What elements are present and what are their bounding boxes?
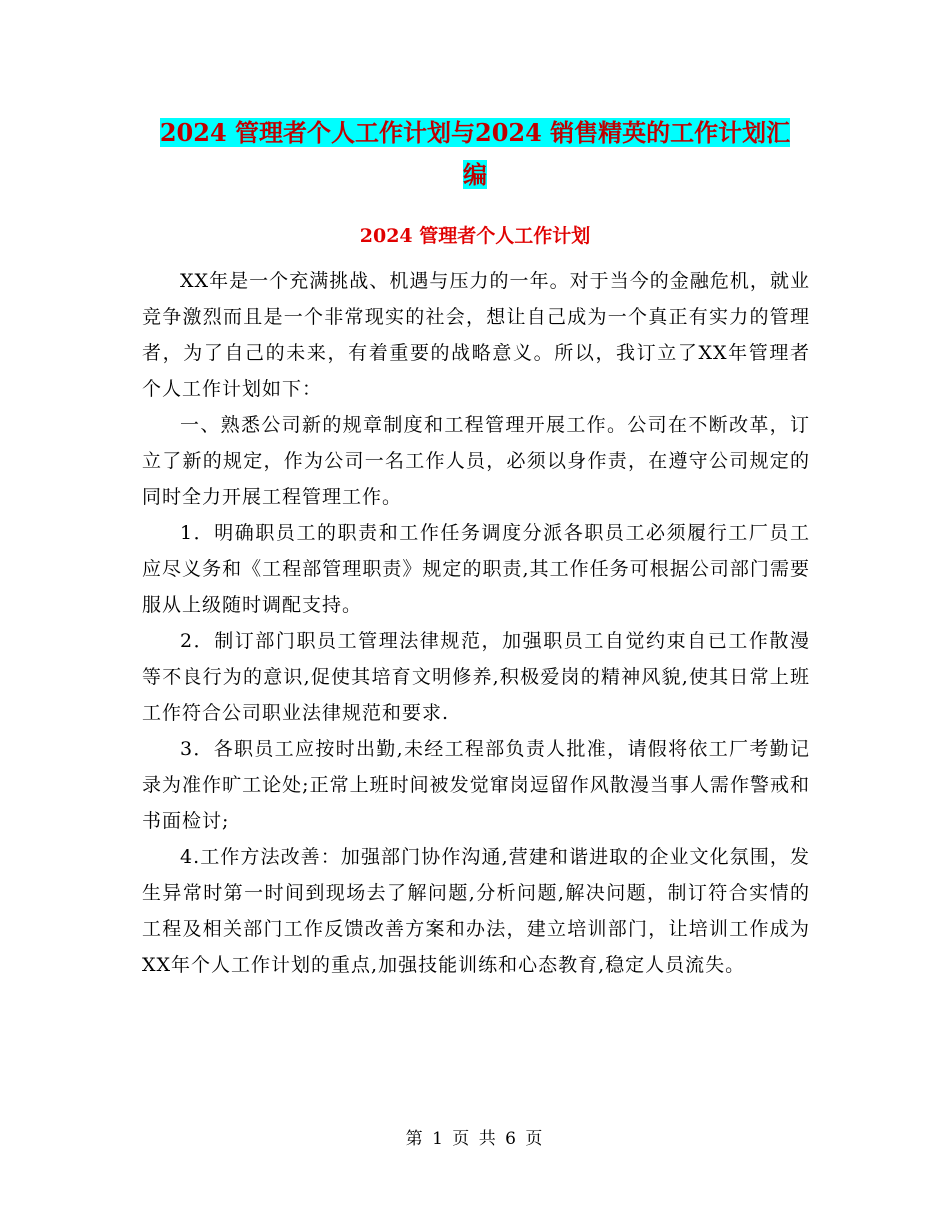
paragraph-item-3: 3．各职员工应按时出勤,未经工程部负责人批准，请假将依工厂考勤记录为准作旷工论处;正常上班时间被发觉窜岗逗留作风散漫当事人需作警戒和书面检讨; — [142, 738, 810, 832]
title-highlight: 2024 管理者个人工作计划与2024 销售精英的工作计划汇编 — [159, 118, 791, 189]
section-subtitle: 2024 管理者个人工作计划 — [359, 225, 591, 247]
paragraph-intro: XX年是一个充满挑战、机遇与压力的一年。对于当今的金融危机，就业竞争激烈而且是一个非常现实的社会，想让自己成为一个真正有实力的管理者，为了自己的未来，有着重要的战略意义。所以，我订立了XX年管理者个人工作计划如下： — [142, 270, 810, 400]
paragraph-item-4: 4.工作方法改善：加强部门协作沟通,营建和谐进取的企业文化氛围，发生异常时第一时间到现场去了解问题,分析问题,解决问题，制订符合实情的工程及相关部门工作反馈改善方案和办法，建立培训部门，让培训工作成为XX年个人工作计划的重点,加强技能训练和心态教育,稳定人员流失。 — [142, 846, 810, 976]
paragraph-item-2: 2．制订部门职员工管理法律规范，加强职员工自觉约束自已工作散漫等不良行为的意识,促使其培育文明修养,积极爱岗的精神风貌,使其日常上班工作符合公司职业法律规范和要求. — [142, 630, 810, 724]
document-title — [150, 112, 800, 196]
document-body — [142, 263, 810, 983]
paragraph-item-1: 1．明确职员工的职责和工作任务调度分派各职员工必须履行工厂员工应尽义务和《工程部管理职责》规定的职责,其工作任务可根据公司部门需要服从上级随时调配支持。 — [142, 522, 810, 616]
paragraph-section-1: 一、熟悉公司新的规章制度和工程管理开展工作。公司在不断改革，订立了新的规定，作为公司一名工作人员，必须以身作责，在遵守公司规定的同时全力开展工程管理工作。 — [142, 414, 810, 508]
page-footer: 第 1 页 共 6 页 — [405, 1129, 545, 1149]
